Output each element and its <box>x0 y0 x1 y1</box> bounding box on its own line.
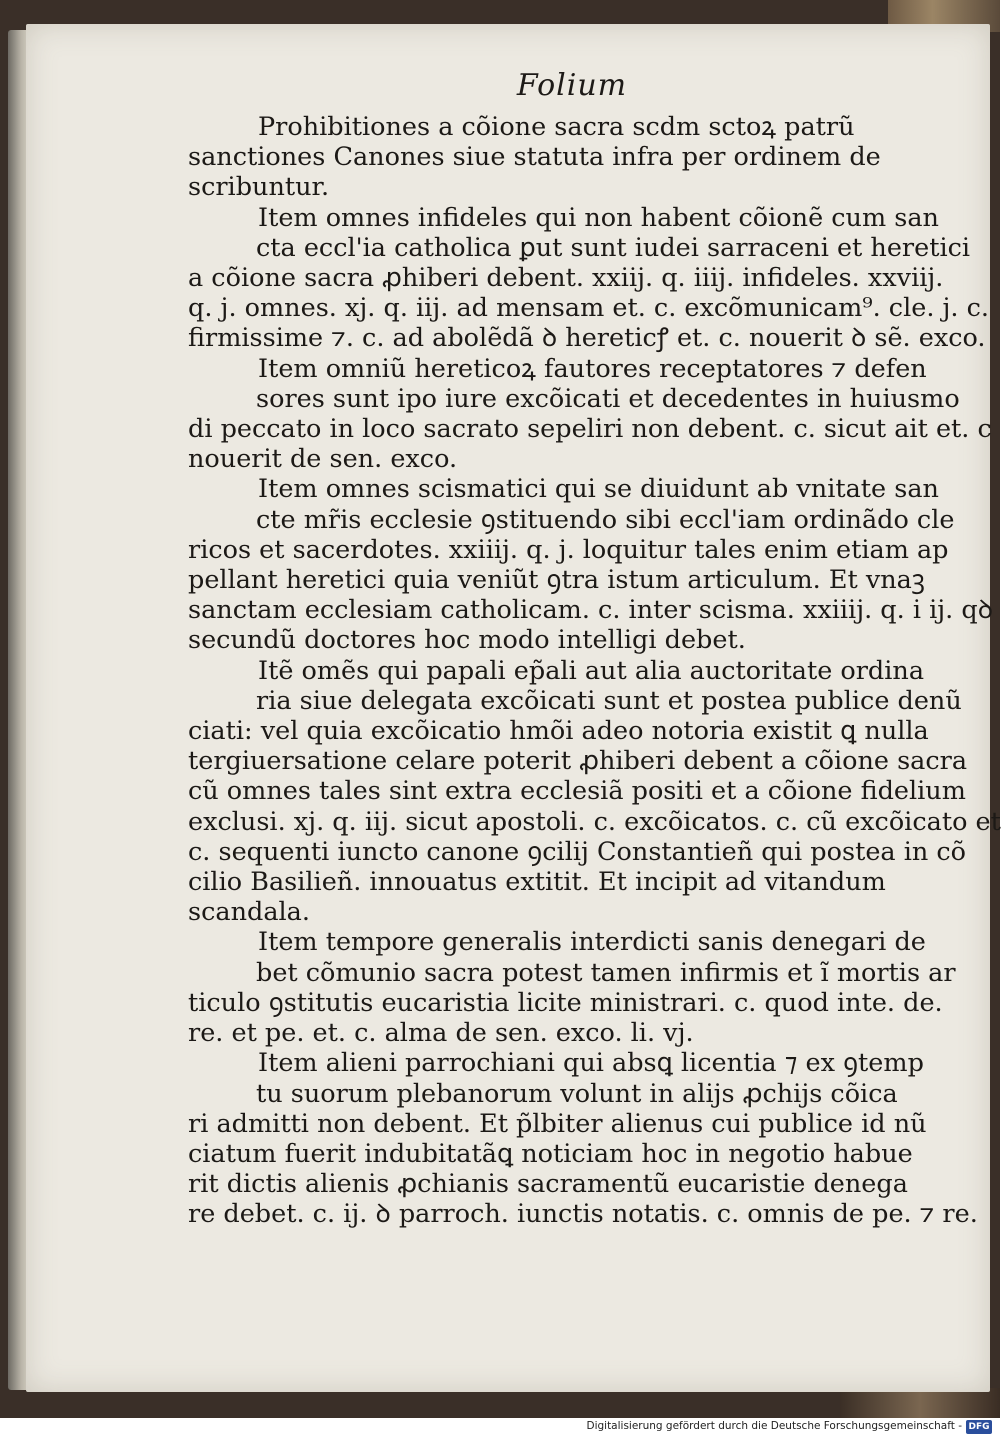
text-line: scribuntur. <box>188 172 330 203</box>
text-line: tergiuersatione celare poterit ꝓhiberi debent a cõione sacra <box>188 746 968 777</box>
text-line: pellant heretici quia veniũt ꝯtra istum articulum. Et vnaꝫ <box>188 565 925 596</box>
text-line: ticulo ꝯstitutis eucaristia licite ministrari. c. quod inte. de. <box>188 987 943 1018</box>
text-line: Item omniũ hereticoꝝ fautores receptatores ⁊ defen <box>258 353 927 384</box>
text-line: firmissime ⁊. c. ad abolẽdã ꝺ hereticꝭ et. c. nouerit ꝺ sẽ. exco. <box>188 323 986 354</box>
text-line: Item omnes infideles qui non habent cõionẽ cum san <box>258 202 939 233</box>
text-line: ciati: vel quia excõicatio hmõi adeo notoria existit ꝗ nulla <box>188 716 929 747</box>
text-line: cte mr̃is ecclesie ꝯstituendo sibi eccl'iam ordinãdo cle <box>256 504 955 535</box>
text-line: secundũ doctores hoc modo intelligi debet. <box>188 625 746 656</box>
text-line: ri admitti non debent. Et p̃lbiter alienus cui publice id nũ <box>188 1108 927 1139</box>
text-line: c. sequenti iuncto canone ꝯcilij Constantieñ qui postea in cõ <box>188 836 967 867</box>
text-line: ciatum fuerit indubitatãꝗ noticiam hoc in negotio habue <box>188 1138 913 1169</box>
text-line: cta eccl'ia catholica ꝑut sunt iudei sarraceni et heretici <box>256 232 971 263</box>
text-line: tu suorum plebanorum volunt in alijs ꝓchijs cõica <box>256 1078 898 1109</box>
text-line: scandala. <box>188 897 310 928</box>
paragraph <box>188 655 1001 928</box>
text-line: Itẽ omẽs qui papali ep̃ali aut alia auctoritate ordina <box>258 655 925 686</box>
paragraph <box>188 1048 978 1230</box>
paragraph <box>188 927 956 1049</box>
text-line: ricos et sacerdotes. xxiiij. q. j. loquitur tales enim etiam ap <box>188 534 949 565</box>
text-line: Item alieni parrochiani qui absꝗ licentia ⁊ ex ꝯtemp <box>258 1048 924 1079</box>
book-edge-bottom-right <box>840 1388 1000 1418</box>
text-line: cilio Basilieñ. innouatus extitit. Et incipit ad vitandum <box>188 867 886 898</box>
text-line: sanctam ecclesiam catholicam. c. inter scisma. xxiiij. q. i ij. qꝺ <box>188 595 993 626</box>
paragraph <box>188 353 992 475</box>
dfg-logo: DFG <box>966 1420 992 1434</box>
text-line: Item tempore generalis interdicti sanis denegari de <box>258 927 926 958</box>
text-block <box>188 112 1001 1230</box>
text-line: Item omnes scismatici qui se diuidunt ab vnitate san <box>258 474 939 505</box>
footer-credit: Digitalisierung gefördert durch die Deutsche Forschungsgemeinschaft - <box>586 1420 962 1432</box>
paragraph <box>188 202 990 354</box>
text-line: Prohibitiones a cõione sacra scdm sctoꝝ patrũ <box>258 112 855 142</box>
running-head <box>0 68 1000 103</box>
text-line: ria siue delegata excõicati sunt et postea publice denũ <box>256 685 962 716</box>
text-line: bet cõmunio sacra potest tamen infirmis et ĩ mortis ar <box>256 957 956 988</box>
paragraph <box>188 474 993 656</box>
text-line: sanctiones Canones siue statuta infra per ordinem de <box>188 142 881 173</box>
text-line: exclusi. xj. q. iij. sicut apostoli. c. excõicatos. c. cũ excõicato et <box>188 806 1001 837</box>
running-head-text: Folium <box>516 68 628 103</box>
text-line: cũ omnes tales sint extra ecclesiã positi et a cõione fidelium <box>188 776 966 807</box>
text-line: re debet. c. ij. ꝺ parroch. iunctis notatis. c. omnis de pe. ⁊ re. <box>188 1199 978 1230</box>
paragraph <box>188 112 904 203</box>
text-line: re. et pe. et. c. alma de sen. exco. li. vj. <box>188 1018 694 1049</box>
text-line: nouerit de sen. exco. <box>188 444 458 475</box>
text-line: di peccato in loco sacrato sepeliri non debent. c. sicut ait et. c <box>188 414 992 445</box>
text-line: sores sunt ipo iure excõicati et decedentes in huiusmo <box>256 383 960 414</box>
text-line: q. j. omnes. xj. q. iij. ad mensam et. c. excõmunicam⁹. cle. j. c. <box>188 293 990 324</box>
text-line: rit dictis alienis ꝓchianis sacramentũ eucaristie denega <box>188 1169 908 1200</box>
text-line: a cõione sacra ꝓhiberi debent. xxiij. q. iiij. infideles. xxviij. <box>188 263 944 294</box>
